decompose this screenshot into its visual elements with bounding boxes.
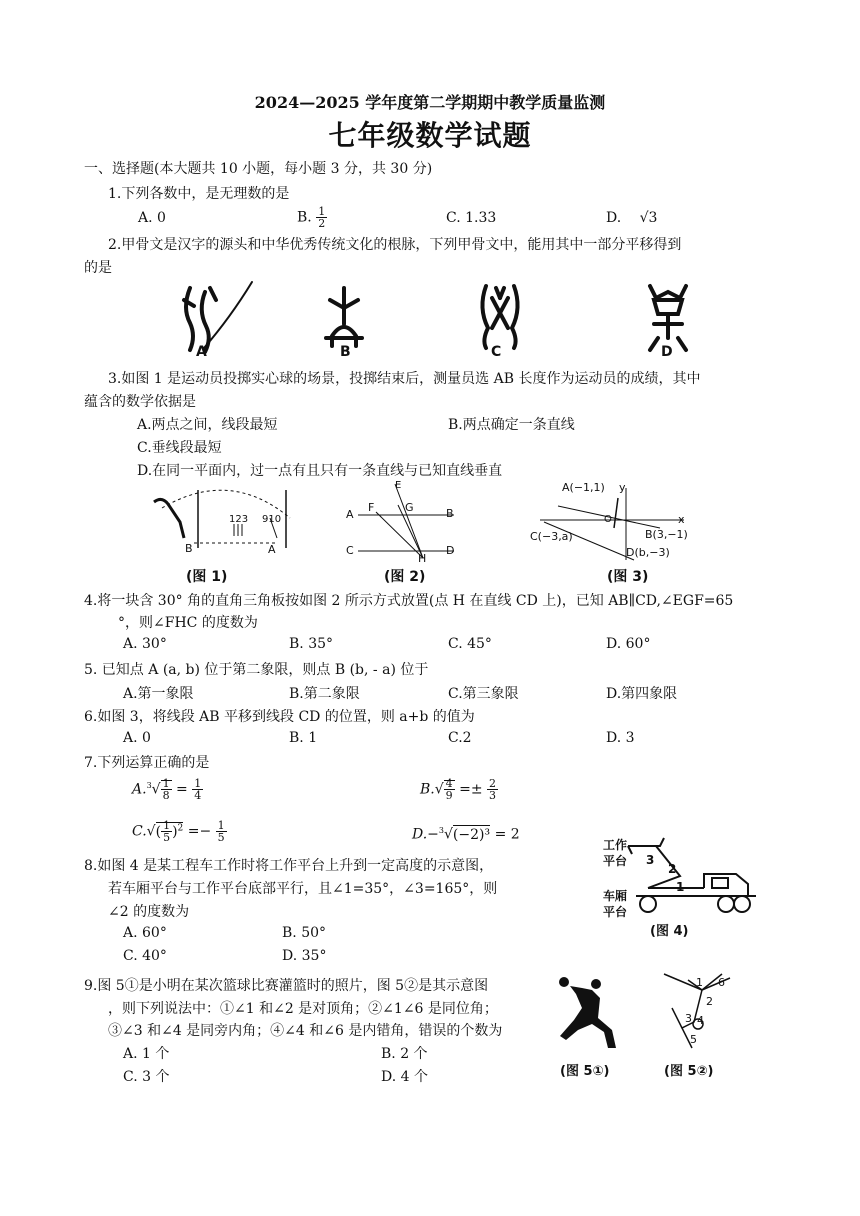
fig5-angle-4: 4 bbox=[697, 1014, 704, 1027]
figure-2 bbox=[358, 484, 454, 558]
q7-b-equals: =± bbox=[459, 781, 483, 798]
fig2-label-h: H bbox=[418, 552, 427, 565]
q7-a-radicand: $\frac{1}{8}$ bbox=[162, 777, 170, 802]
fig5-angle-2: 2 bbox=[706, 995, 713, 1008]
fig3-caption: (图 3) bbox=[607, 569, 649, 585]
q7-option-a: A.$^3$√ $\frac{1}{8}$ = $\frac{1}{4}$ bbox=[132, 777, 202, 802]
question-8-stem-line2: 若车厢平台与工作平台底部平行，且∠1=35°，∠3=165°，则 bbox=[108, 881, 498, 897]
q7-b-radicand: $\frac{4}{9}$ bbox=[445, 777, 453, 802]
fig4-label-top2: 平台 bbox=[603, 854, 628, 868]
q7-d-equals: = 2 bbox=[494, 826, 520, 843]
q4-option-d: D. 60° bbox=[606, 636, 651, 652]
q5-option-c: C.第三象限 bbox=[448, 686, 519, 702]
q1-option-d-letter: D. bbox=[606, 210, 622, 226]
fig2-label-c: C bbox=[346, 544, 354, 557]
fig5-angle-1: 1 bbox=[696, 976, 703, 989]
q7-b-letter: B. bbox=[420, 781, 435, 798]
fig5-caption-1: (图 5①) bbox=[560, 1064, 610, 1079]
fig5-angle-3: 3 bbox=[685, 1012, 692, 1025]
fig5-caption-2: (图 5②) bbox=[664, 1064, 714, 1079]
glyph-label-c: C bbox=[491, 344, 502, 360]
q7-c-radicand: $\frac{1}{5}$ bbox=[163, 819, 171, 844]
fig4-angle-3: 3 bbox=[646, 853, 655, 867]
fig4-label-bot2: 平台 bbox=[603, 905, 628, 919]
question-3-stem: 3.如图 1 是运动员投掷实心球的场景，投掷结束后，测量员选 AB 长度作为运动员的成绩，其中 bbox=[108, 371, 701, 387]
q1-option-d bbox=[606, 210, 657, 226]
q4-option-c: C. 45° bbox=[448, 636, 492, 652]
question-2-stem: 2.甲骨文是汉字的源头和中华优秀传统文化的根脉，下列甲骨文中，能用其中一部分平移得到 bbox=[108, 237, 682, 253]
q7-d-letter: D.− bbox=[412, 826, 439, 843]
fig3-point-a: A(−1,1) bbox=[562, 481, 605, 494]
q8-option-b: B. 50° bbox=[282, 925, 327, 941]
glyph-label-b: B bbox=[340, 344, 351, 360]
fig5-angle-6: 6 bbox=[718, 976, 725, 989]
q7-c-letter: C. bbox=[132, 823, 147, 840]
fig4-label-bot1: 车厢 bbox=[603, 889, 628, 903]
fig2-label-e: E bbox=[395, 480, 402, 491]
q1-option-b bbox=[297, 206, 327, 229]
fig2-label-d: D bbox=[446, 544, 455, 557]
glyph-label-a: A bbox=[196, 344, 207, 360]
q3-option-d: D.在同一平面内，过一点有且只有一条直线与已知直线垂直 bbox=[137, 463, 503, 479]
fig4-caption: (图 4) bbox=[650, 924, 689, 939]
fig4-angle-1: 1 bbox=[676, 880, 685, 894]
q7-a-letter: A. bbox=[132, 781, 147, 798]
q9-option-c: C. 3 个 bbox=[123, 1069, 170, 1085]
question-6-stem: 6.如图 3，将线段 AB 平移到线段 CD 的位置，则 a+b 的值为 bbox=[84, 709, 475, 725]
q7-option-c: C.√( $\frac{1}{5}$ )$^2$ =− $\frac{1}{5}$ bbox=[132, 819, 225, 844]
q7-b-result: $\frac{2}{3}$ bbox=[489, 777, 497, 802]
q3-option-c: C.垂线段最短 bbox=[137, 440, 222, 456]
question-9-stem-line3: ③∠3 和∠4 是同旁内角；④∠4 和∠6 是内错角，错误的个数为 bbox=[108, 1023, 503, 1039]
fig3-origin: O bbox=[604, 514, 612, 525]
q8-option-d: D. 35° bbox=[282, 948, 327, 964]
question-7-stem: 7.下列运算正确的是 bbox=[84, 755, 210, 771]
q9-option-d: D. 4 个 bbox=[381, 1069, 428, 1085]
q8-option-c: C. 40° bbox=[123, 948, 167, 964]
q9-option-a: A. 1 个 bbox=[123, 1046, 170, 1062]
q5-option-b: B.第二象限 bbox=[289, 686, 360, 702]
question-1-stem: 1.下列各数中，是无理数的是 bbox=[108, 186, 290, 202]
q7-d-radicand: (−2)³ bbox=[452, 826, 491, 843]
glyph-c bbox=[482, 286, 517, 348]
glyph-label-d: D bbox=[661, 344, 673, 360]
q8-option-a: A. 60° bbox=[123, 925, 167, 941]
fig3-point-d: D(b,−3) bbox=[626, 546, 670, 559]
fig2-caption: (图 2) bbox=[384, 569, 426, 585]
q9-option-b: B. 2 个 bbox=[381, 1046, 428, 1062]
fig4-angle-2: 2 bbox=[668, 862, 677, 876]
fig2-label-a: A bbox=[346, 508, 354, 521]
q6-option-c: C.2 bbox=[448, 730, 472, 746]
question-8-stem-line3: ∠2 的度数为 bbox=[108, 904, 190, 920]
q1-sqrt3: √3 bbox=[639, 210, 658, 226]
question-4-stem: 4.将一块含 30° 角的直角三角板按如图 2 所示方式放置(点 H 在直线 CD 上)，已知 AB∥CD,∠EGF=65 bbox=[84, 593, 734, 609]
basketball-player-silhouette bbox=[559, 977, 616, 1048]
exam-subtitle: 2024—2025 学年度第二学期期中教学质量监测 bbox=[254, 93, 606, 112]
fig4-label-top1: 工作 bbox=[603, 838, 628, 852]
question-2-stem-cont: 的是 bbox=[84, 260, 112, 276]
q5-option-a: A.第一象限 bbox=[123, 686, 194, 702]
fig1-caption: (图 1) bbox=[186, 569, 228, 585]
q6-option-d: D. 3 bbox=[606, 730, 635, 746]
q3-option-a: A.两点之间，线段最短 bbox=[137, 417, 278, 433]
fig2-label-b: B bbox=[446, 507, 454, 520]
fig3-point-c: C(−3,a) bbox=[530, 530, 573, 543]
fig1-number-910: 910 bbox=[262, 514, 282, 525]
q6-option-a: A. 0 bbox=[123, 730, 151, 746]
fig2-label-f: F bbox=[368, 501, 375, 514]
q1-option-c: C. 1.33 bbox=[446, 210, 497, 226]
q7-option-b: B.√ $\frac{4}{9}$ =± $\frac{2}{3}$ bbox=[420, 777, 497, 802]
section-heading: 一、选择题(本大题共 10 小题，每小题 3 分，共 30 分) bbox=[84, 161, 433, 177]
question-3-stem-cont: 蕴含的数学依据是 bbox=[84, 394, 196, 410]
fig3-axis-x: x bbox=[678, 513, 685, 526]
question-9-stem-line2: ，则下列说法中：①∠1 和∠2 是对顶角；②∠1∠6 是同位角； bbox=[108, 1001, 498, 1017]
question-5-stem: 5. 已知点 A (a, b) 位于第二象限，则点 B (b, - a) 位于 bbox=[84, 662, 429, 678]
fig1-label-b: B bbox=[185, 542, 193, 555]
fig1-number-123: 123 bbox=[229, 514, 249, 525]
figure-5 bbox=[552, 968, 742, 1058]
glyph-a bbox=[184, 282, 252, 352]
oracle-bone-glyphs bbox=[160, 278, 720, 362]
fig3-point-b: B(3,−1) bbox=[645, 528, 688, 541]
q6-option-b: B. 1 bbox=[289, 730, 318, 746]
q1-fraction: $\frac{1}{2}$ bbox=[318, 205, 326, 230]
q3-option-b: B.两点确定一条直线 bbox=[448, 417, 575, 433]
fig1-label-a: A bbox=[268, 543, 276, 556]
q7-option-d: D.−$^3$√(−2)³ = 2 bbox=[412, 826, 520, 843]
q4-option-a: A. 30° bbox=[123, 636, 167, 652]
glyph-b bbox=[326, 288, 362, 346]
q1-option-b-letter: B. bbox=[297, 209, 312, 226]
question-4-stem-cont: °，则∠FHC 的度数为 bbox=[118, 615, 258, 631]
q7-a-result: $\frac{1}{4}$ bbox=[194, 777, 202, 802]
q5-option-d: D.第四象限 bbox=[606, 686, 678, 702]
fig5-angle-5: 5 bbox=[690, 1033, 697, 1046]
q1-option-a: A. 0 bbox=[138, 210, 166, 226]
exam-title: 七年级数学试题 bbox=[328, 119, 532, 152]
glyph-d bbox=[650, 286, 686, 350]
fig3-axis-y: y bbox=[619, 481, 626, 494]
q7-c-result: $\frac{1}{5}$ bbox=[217, 819, 225, 844]
question-8-stem: 8.如图 4 是某工程车工作时将工作平台上升到一定高度的示意图， bbox=[84, 858, 494, 874]
question-9-stem: 9.图 5①是小明在某次篮球比赛灌篮时的照片，图 5②是其示意图 bbox=[84, 978, 489, 994]
q7-c-equals: =− bbox=[187, 823, 212, 840]
fig2-label-g: G bbox=[405, 501, 414, 514]
q4-option-b: B. 35° bbox=[289, 636, 334, 652]
